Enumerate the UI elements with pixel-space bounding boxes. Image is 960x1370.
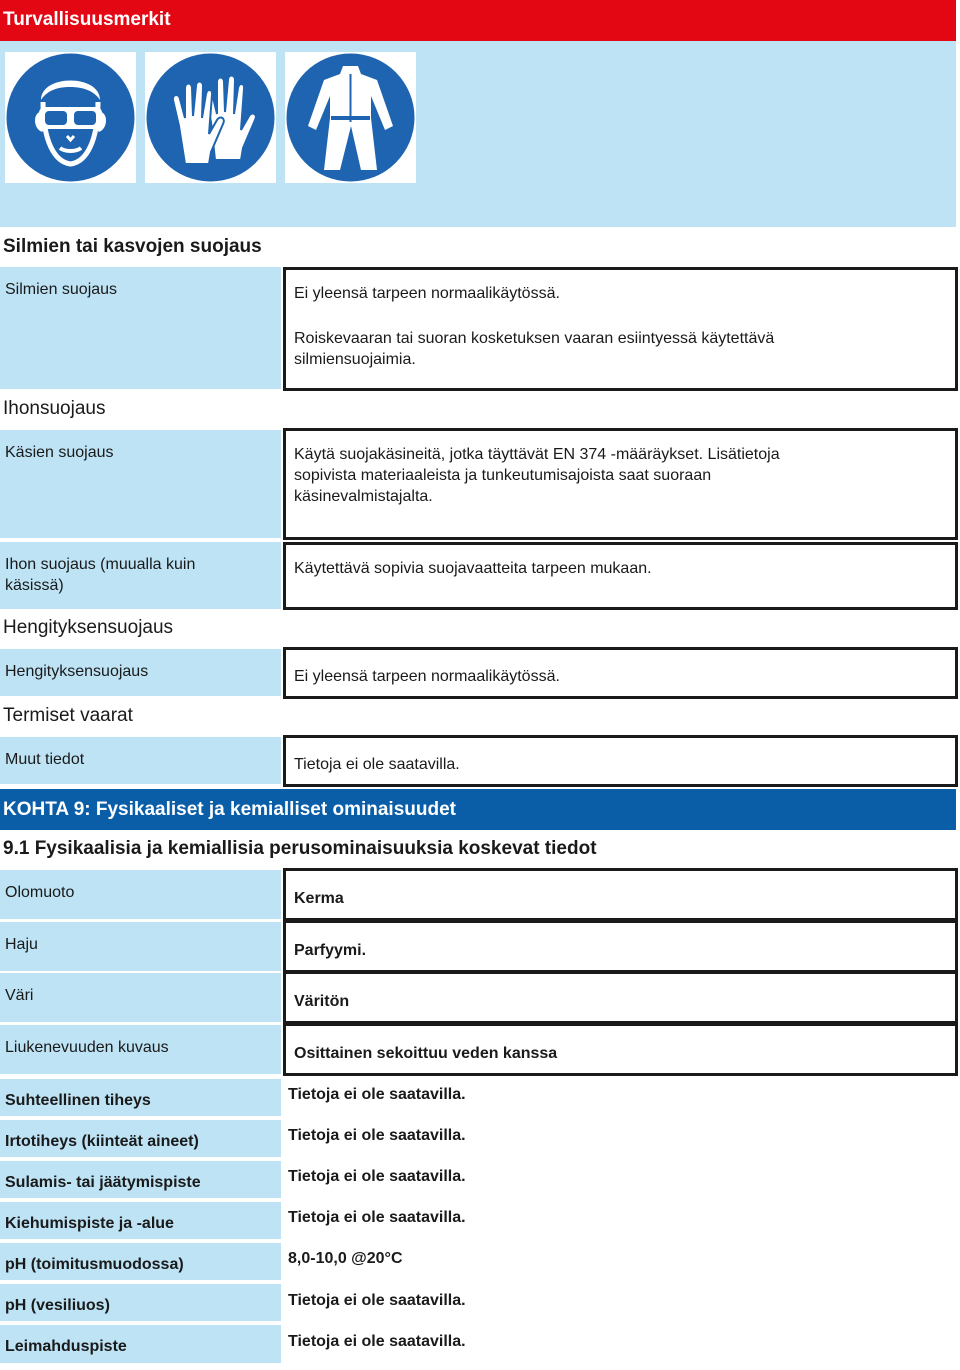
eye-protection-value bbox=[283, 267, 958, 391]
hand-protection-label: Käsien suojaus bbox=[0, 430, 281, 538]
ph-solution-label: pH (vesiliuos) bbox=[0, 1284, 281, 1321]
flash-point-label: Leimahduspiste bbox=[0, 1325, 281, 1363]
odor-label: Haju bbox=[0, 922, 281, 971]
body-protection-label-line: käsissä) bbox=[5, 577, 64, 594]
color-label: Väri bbox=[0, 973, 281, 1022]
hand-protection-value bbox=[283, 428, 958, 540]
respiratory-value: Ei yleensä tarpeen normaalikäytössä. bbox=[283, 647, 958, 699]
body-protection-label-line: Ihon suojaus (muualla kuin bbox=[5, 556, 196, 573]
skin-protection-heading: Ihonsuojaus bbox=[3, 398, 106, 419]
thermal-hazards-heading: Termiset vaarat bbox=[3, 705, 133, 726]
solubility-value: Osittainen sekoittuu veden kanssa bbox=[283, 1023, 958, 1076]
relative-density-label: Suhteellinen tiheys bbox=[0, 1079, 281, 1116]
state-value: Kerma bbox=[283, 868, 958, 921]
eye-protection-line: Roiskevaaran tai suoran kosketuksen vaaran esiintyessä käytettävä bbox=[294, 330, 775, 347]
boiling-point-label: Kiehumispiste ja -alue bbox=[0, 1202, 281, 1239]
ph-as-supplied-value: 8,0-10,0 @20°C bbox=[288, 1250, 403, 1267]
eye-face-protection-heading: Silmien tai kasvojen suojaus bbox=[3, 236, 262, 257]
bulk-density-label: Irtotiheys (kiinteät aineet) bbox=[0, 1120, 281, 1157]
ph-as-supplied-label: pH (toimitusmuodossa) bbox=[0, 1243, 281, 1280]
respiratory-label: Hengityksensuojaus bbox=[0, 649, 281, 696]
bulk-density-value: Tietoja ei ole saatavilla. bbox=[288, 1127, 466, 1144]
ph-solution-value: Tietoja ei ole saatavilla. bbox=[288, 1292, 466, 1309]
odor-value: Parfyymi. bbox=[283, 920, 958, 973]
body-protection-label bbox=[0, 542, 281, 609]
respiratory-heading: Hengityksensuojaus bbox=[3, 617, 174, 638]
hand-protection-line: sopivista materiaaleista ja tunkeutumisajoista saat suoraan bbox=[294, 467, 712, 484]
color-value: Väritön bbox=[283, 971, 958, 1024]
relative-density-value: Tietoja ei ole saatavilla. bbox=[288, 1086, 466, 1103]
hand-protection-line: käsinevalmistajalta. bbox=[294, 488, 433, 505]
boiling-point-value: Tietoja ei ole saatavilla. bbox=[288, 1209, 466, 1226]
body-protection-value: Käytettävä sopivia suojavaatteita tarpeen mukaan. bbox=[283, 542, 958, 610]
other-info-label: Muut tiedot bbox=[0, 737, 281, 784]
melting-point-label: Sulamis- tai jäätymispiste bbox=[0, 1161, 281, 1198]
eye-protection-label: Silmien suojaus bbox=[0, 267, 281, 389]
safety-icons-panel bbox=[0, 41, 956, 227]
solubility-label: Liukenevuuden kuvaus bbox=[0, 1025, 281, 1074]
other-info-value: Tietoja ei ole saatavilla. bbox=[283, 735, 958, 787]
gloves-icon bbox=[145, 52, 276, 183]
section-9-header: KOHTA 9: Fysikaaliset ja kemialliset ominaisuudet bbox=[0, 789, 956, 830]
hand-protection-line: Käytä suojakäsineitä, jotka täyttävät EN 374 -määräykset. Lisätietoja bbox=[294, 446, 780, 463]
melting-point-value: Tietoja ei ole saatavilla. bbox=[288, 1168, 466, 1185]
eye-protection-line: silmiensuojaimia. bbox=[294, 351, 416, 368]
face-eye-protection-icon bbox=[5, 52, 136, 183]
flash-point-value: Tietoja ei ole saatavilla. bbox=[288, 1333, 466, 1350]
state-label: Olomuoto bbox=[0, 870, 281, 919]
section-9-1-heading: 9.1 Fysikaalisia ja kemiallisia perusominaisuuksia koskevat tiedot bbox=[3, 838, 597, 859]
safety-signs-header: Turvallisuusmerkit bbox=[0, 0, 956, 41]
protective-suit-icon bbox=[285, 52, 416, 183]
eye-protection-line: Ei yleensä tarpeen normaalikäytössä. bbox=[294, 285, 560, 302]
